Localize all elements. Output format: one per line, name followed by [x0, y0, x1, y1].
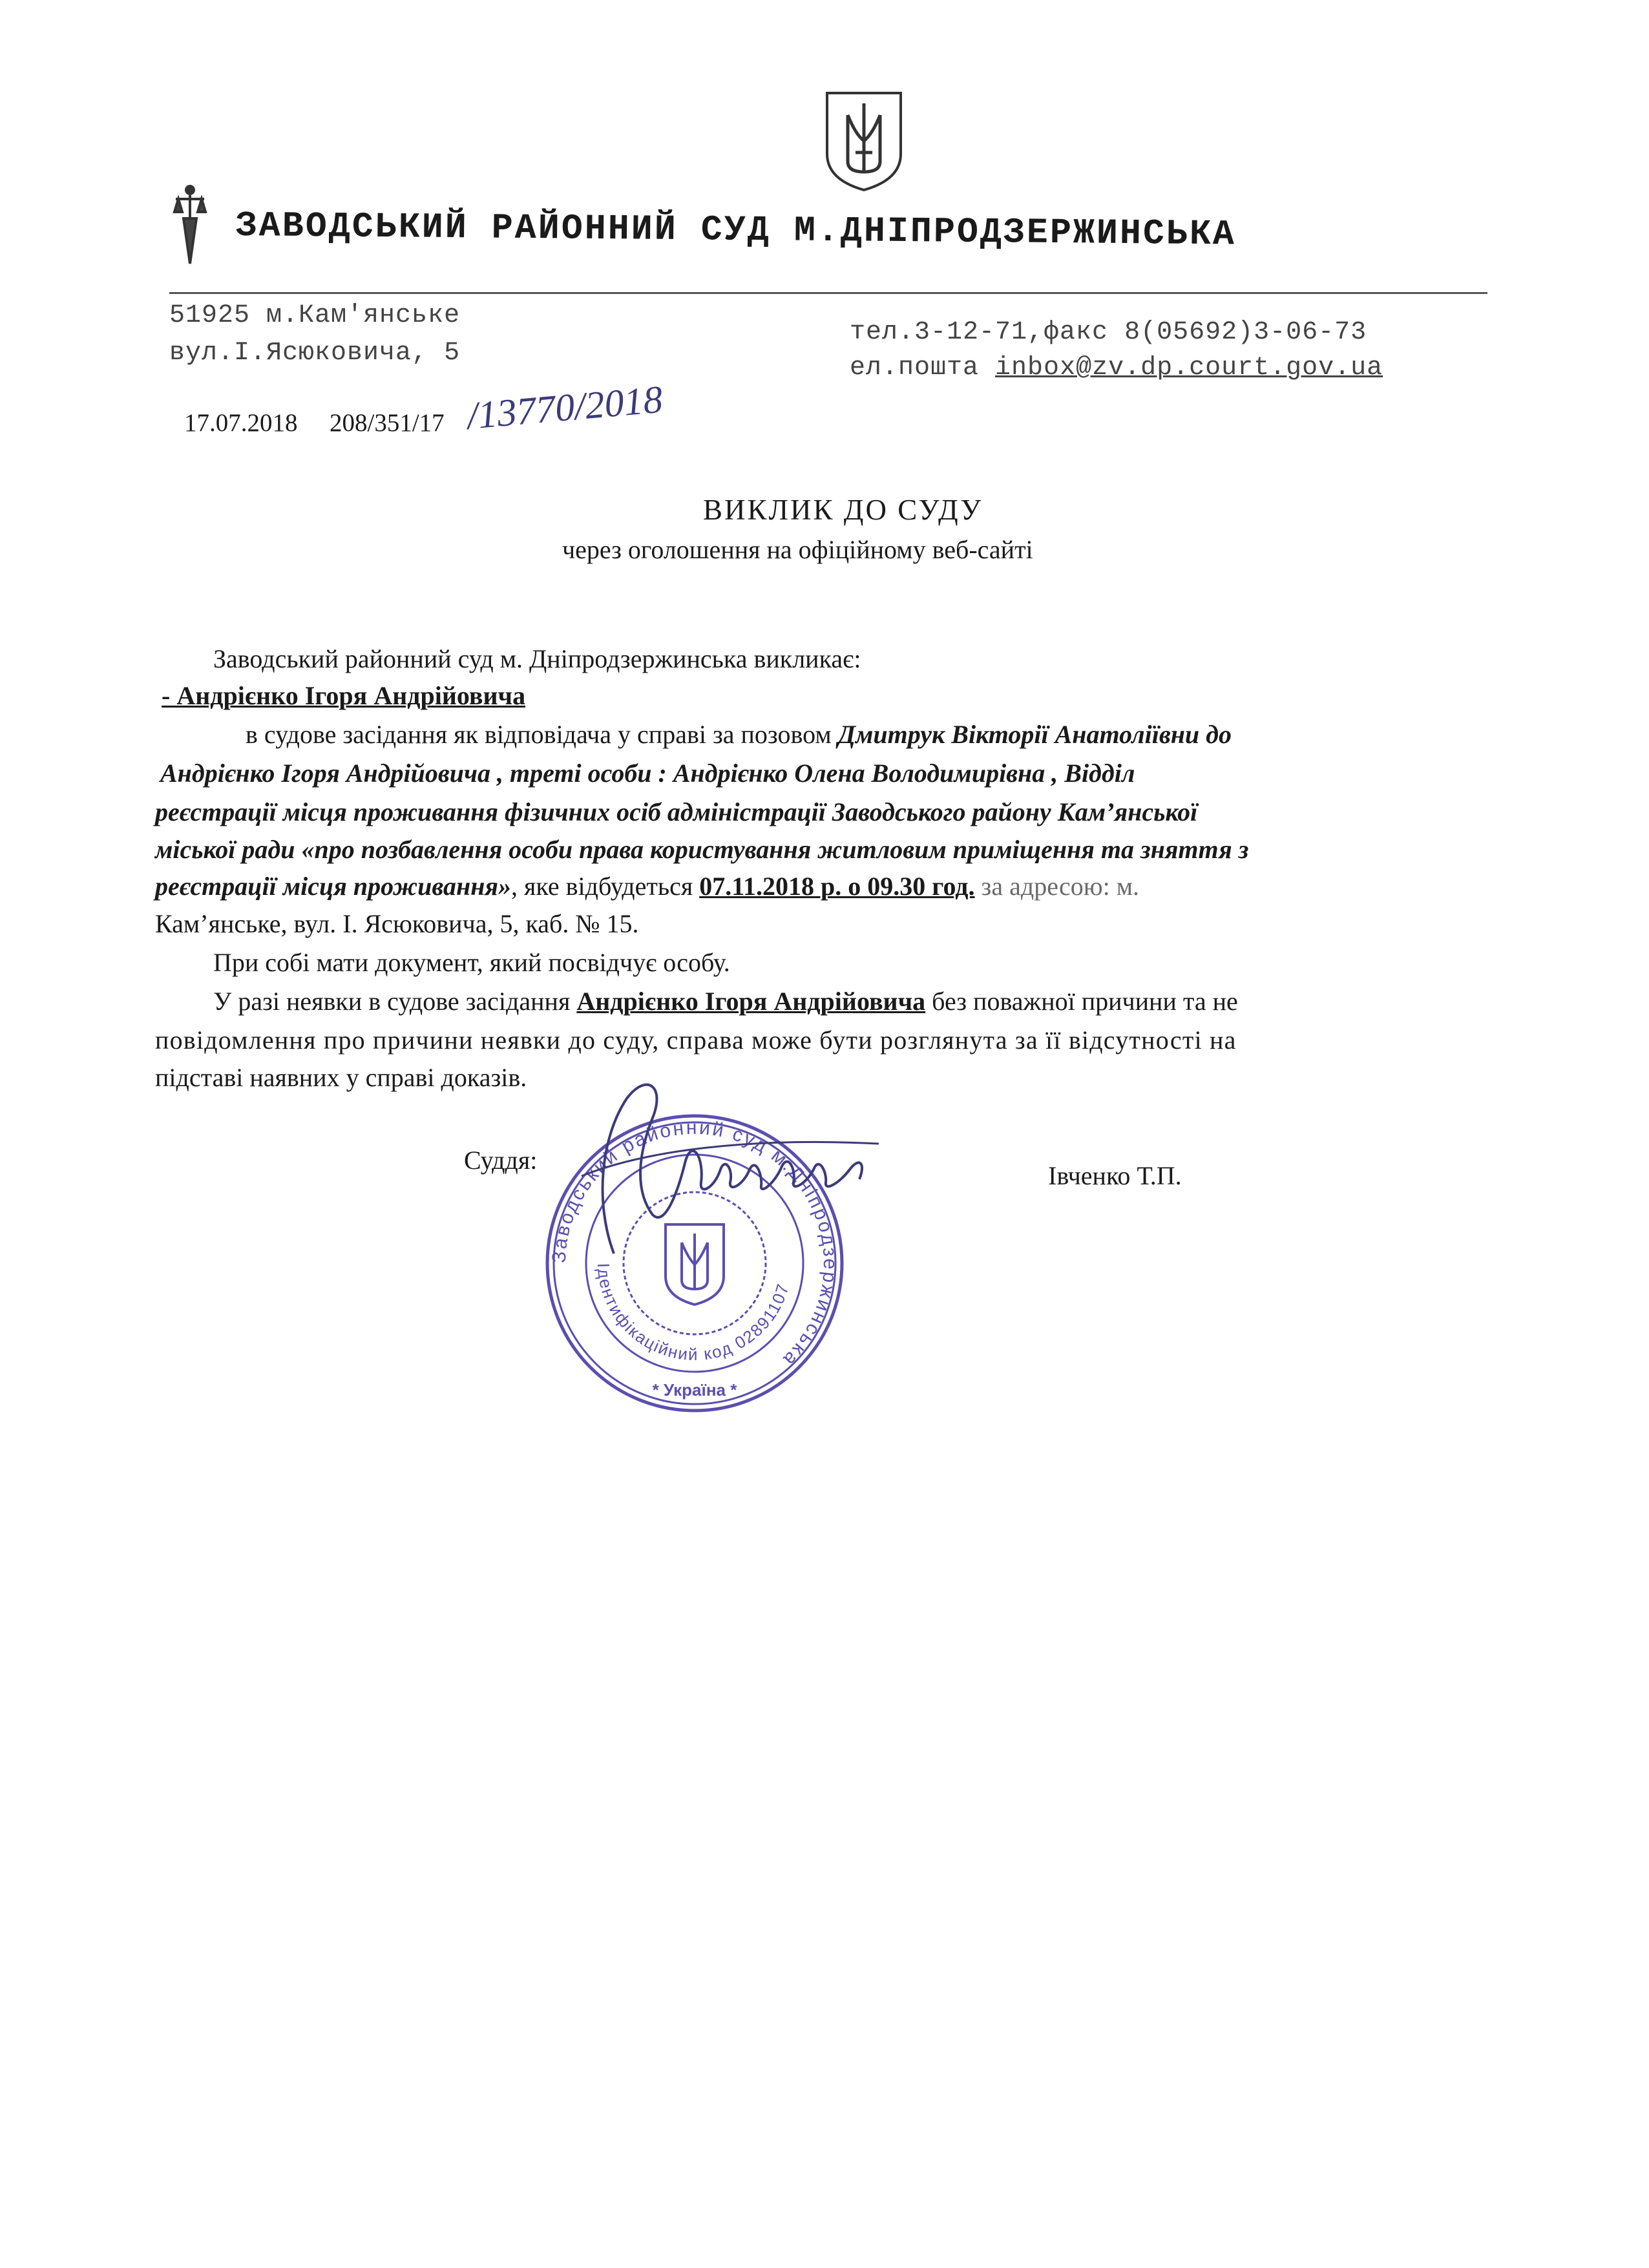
body-line-1: в судове засідання як відповідача у справі за позовом Дмитрук Вікторії Анатоліївни до — [246, 720, 1232, 749]
stamp-inner-text: Ідентифікаційний код 02891107 — [593, 1263, 793, 1365]
stamp-outer-text: Заводський районний суд м.Дніпродзержинська — [548, 1117, 841, 1372]
header-divider — [169, 292, 1487, 294]
plaintiff-name: Дмитрук Вікторії Анатоліївни до — [837, 720, 1232, 749]
handwritten-outgoing-number: /13770/2018 — [465, 377, 665, 437]
summons-intro: Заводський районний суд м. Дніпродзержинська викликає: — [213, 644, 861, 673]
judge-name: Івченко Т.П. — [1048, 1161, 1182, 1190]
registration-reference: 208/351/17 — [330, 409, 445, 437]
document-title: ВИКЛИК ДО СУДУ — [703, 494, 983, 526]
body-line-3: реєстрації місця проживання фізичних осіб адміністрації Заводського району Кам’янської — [155, 797, 1198, 826]
hearing-date: 07.11.2018 — [699, 872, 815, 901]
court-phone-fax: тел.3-12-71,факс 8(05692)3-06-73 — [850, 318, 1367, 347]
court-address-street: вул.І.Ясюковича, 5 — [169, 339, 461, 368]
themis-icon — [169, 180, 211, 270]
absence-line-2: повідомлення про причини неявки до суду, справа може бути розглянута за її відсутності на — [155, 1025, 1237, 1055]
registration-date: 17.07.2018 — [184, 409, 298, 437]
body-line-5: реєстрації місця проживання», яке відбудеться 07.11.2018 р. о 09.30 год. за адресою: м. — [155, 872, 1140, 901]
hearing-time: р. о 09.30 год. — [814, 872, 975, 901]
court-email-line — [850, 353, 1383, 383]
absence-line-1: У разі неявки в судове засідання Андрієнко Ігоря Андрійовича без поважної причини та не — [213, 987, 1238, 1016]
coat-of-arms-icon — [822, 89, 906, 193]
judge-signature — [556, 1060, 892, 1279]
court-address-city: 51925 м.Кам'янське — [169, 301, 461, 330]
body-line-2: Андрієнко Ігоря Андрійовича , треті особи : Андрієнко Олена Володимирівна , Відділ — [160, 759, 1135, 788]
summoned-person: - Андрієнко Ігоря Андрійовича — [162, 681, 526, 710]
body-line-6: Кам’янське, вул. І. Ясюковича, 5, каб. № 15. — [155, 909, 639, 938]
absence-person-name: Андрієнко Ігоря Андрійовича — [576, 987, 926, 1016]
stamp-country: * Україна * — [652, 1380, 737, 1400]
judge-label: Суддя: — [464, 1146, 538, 1175]
document-subtitle: через оголошення на офіційному веб-сайті — [562, 535, 1033, 564]
email-address[interactable]: inbox@zv.dp.court.gov.ua — [995, 353, 1383, 383]
id-document-note: При собі мати документ, який посвідчує особу. — [213, 948, 730, 977]
absence-line-3: підставі наявних у справі доказів. — [155, 1063, 527, 1092]
email-label: ел.пошта — [850, 353, 996, 383]
court-name: ЗАВОДСЬКИЙ РАЙОННИЙ СУД М.ДНІПРОДЗЕРЖИНСЬКА — [235, 205, 1237, 255]
body-line-4: міської ради «про позбавлення особи права користування житловим приміщення та зняття з — [155, 835, 1249, 864]
